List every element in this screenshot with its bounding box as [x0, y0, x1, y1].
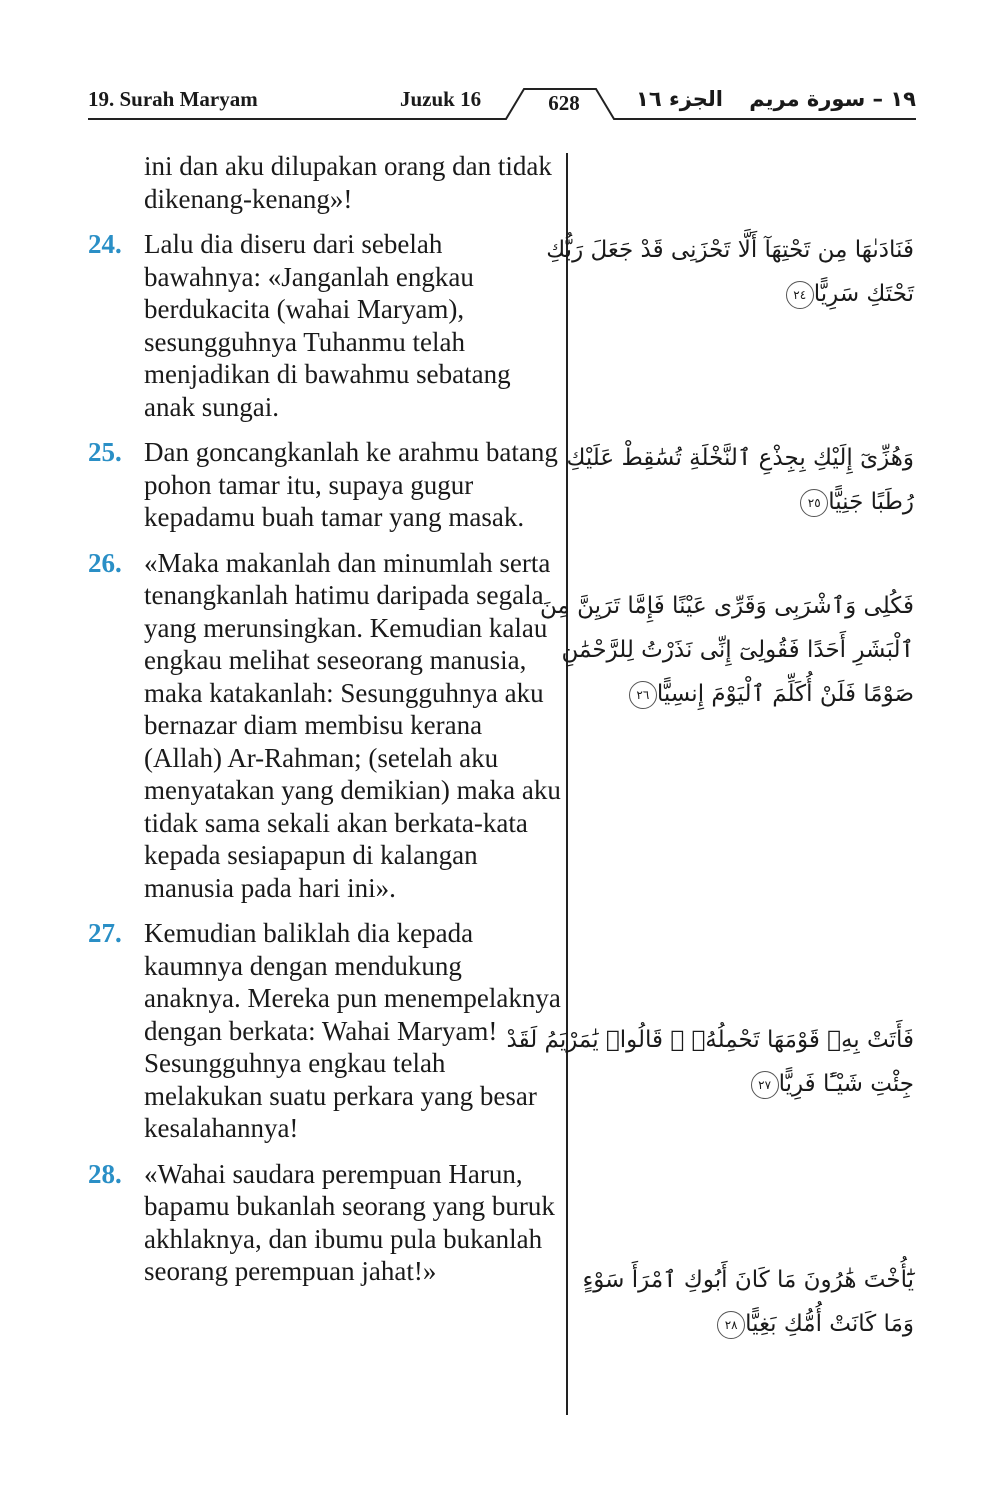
arabic-line: وَهُزِّىٓ إِلَيْكِ بِجِذْعِ ٱلنَّخْلَةِ تُسَٰقِطْ عَلَيْكِ [566, 445, 914, 471]
verse-number: 26. [88, 547, 122, 578]
arabic-text: رُطَبًا جَنِيًّا [828, 489, 914, 515]
arabic-ayah-28 [584, 1258, 914, 1346]
verse-number: 24. [88, 229, 122, 259]
arabic-text: تَحْتَكِ سَرِيًّا [813, 281, 914, 307]
arabic-ayah-26 [539, 584, 914, 716]
verse-text: Lalu dia diseru dari sebelah bawahnya: «Janganlah engkau berdukacita (wahai Maryam), sesungguhnya Tuhanmu telah menjadikan di bawahmu sebatang anak sungai. [144, 229, 511, 422]
page-number: 628 [548, 91, 580, 115]
translation-column [88, 150, 562, 1288]
juz-arabic-label: الجزء ١٦ [636, 87, 723, 111]
arabic-line: يَٰٓأُخْتَ هَٰرُونَ مَا كَانَ أَبُوكِ ٱمْرَأَ سَوْءٍ [582, 1267, 914, 1293]
arabic-text: جِئْتِ شَيْـًٔا فَرِيًّا [778, 1071, 914, 1097]
ayah-end-marker: ٢٧ [751, 1071, 779, 1099]
arabic-line [584, 480, 914, 524]
arabic-line: فَأَتَتْ بِهِۦ قَوْمَهَا تَحْمِلُهُۥ ۖ قَالُوا۟ يَٰمَرْيَمُ لَقَدْ [506, 1027, 914, 1053]
arabic-text: صَوْمًا فَلَنْ أُكَلِّمَ ٱلْيَوْمَ إِنسِيًّا [656, 681, 914, 707]
verse-number: 27. [88, 918, 122, 948]
column-divider [566, 153, 568, 1415]
verse-number: 25. [88, 437, 122, 467]
arabic-line [584, 272, 914, 316]
verse-27 [88, 917, 562, 1145]
arabic-ayah-25 [566, 436, 914, 524]
arabic-line [584, 1302, 914, 1346]
verse-26 [88, 547, 562, 905]
verse-text: Dan goncangkanlah ke arahmu batang pohon tamar itu, supaya gugur kepadamu buah tamar yang masak. [144, 437, 558, 532]
verse-text: Kemudian baliklah dia kepada kaumnya dengan mendukung anaknya. Mereka pun menempelaknya dengan berkata: Wahai Maryam! Sesungguhnya engkau telah melakukan suatu perkara yang besar kesalahannya! [144, 918, 561, 1143]
verse-24 [88, 228, 562, 423]
verse-28 [88, 1158, 562, 1288]
arabic-line: فَنَادَىٰهَا مِن تَحْتِهَآ أَلَّا تَحْزَنِى قَدْ جَعَلَ رَبُّكِ [546, 237, 914, 263]
surah-title-latin: 19. Surah Maryam [88, 87, 258, 111]
verse-text: «Maka makanlah dan minumlah serta tenangkanlah hatimu daripada segala yang merunsingkan. Kemudian kalau engkau melihat seseorang manusia, maka katakanlah: Sesungguhnya aku bernazar diam membisu kerana (Allah) Ar-Rahman; (setelah aku menyatakan yang demikian) maka aku tidak sama sekali akan berkata-kata kepada sesiapapun di kalangan manusia pada hari ini». [144, 547, 561, 903]
arabic-line [584, 672, 914, 716]
arabic-line: فَكُلِى وَٱشْرَبِى وَقَرِّى عَيْنًا فَإِمَّا تَرَيِنَّ مِنَ [539, 593, 914, 619]
ayah-end-marker: ٢٤ [786, 281, 814, 309]
arabic-ayah-24 [546, 228, 914, 316]
intro-text: ini dan aku dilupakan orang dan tidak dikenang-kenang»! [144, 151, 552, 214]
ayah-end-marker: ٢٦ [629, 681, 657, 709]
verse-number: 28. [88, 1158, 122, 1189]
verse-25 [88, 436, 562, 534]
surah-title-arabic: ١٩ – سورة مريم [749, 87, 916, 111]
arabic-text: وَمَا كَانَتْ أُمُّكِ بَغِيًّا [745, 1311, 914, 1337]
ayah-end-marker: ٢٥ [800, 489, 828, 517]
arabic-line [584, 1062, 914, 1106]
page-header [88, 82, 916, 122]
ayah-end-marker: ٢٨ [717, 1311, 745, 1339]
arabic-ayah-27 [506, 1018, 914, 1106]
arabic-line: ٱلْبَشَرِ أَحَدًا فَقُولِىٓ إِنِّى نَذَرْتُ لِلرَّحْمَٰنِ [561, 637, 914, 663]
verse-text: «Wahai saudara perempuan Harun, bapamu bukanlah seorang yang buruk akhlaknya, dan ibumu pula bukanlah seorang perempuan jahat!» [144, 1158, 555, 1286]
juzuk-label: Juzuk 16 [400, 87, 482, 111]
